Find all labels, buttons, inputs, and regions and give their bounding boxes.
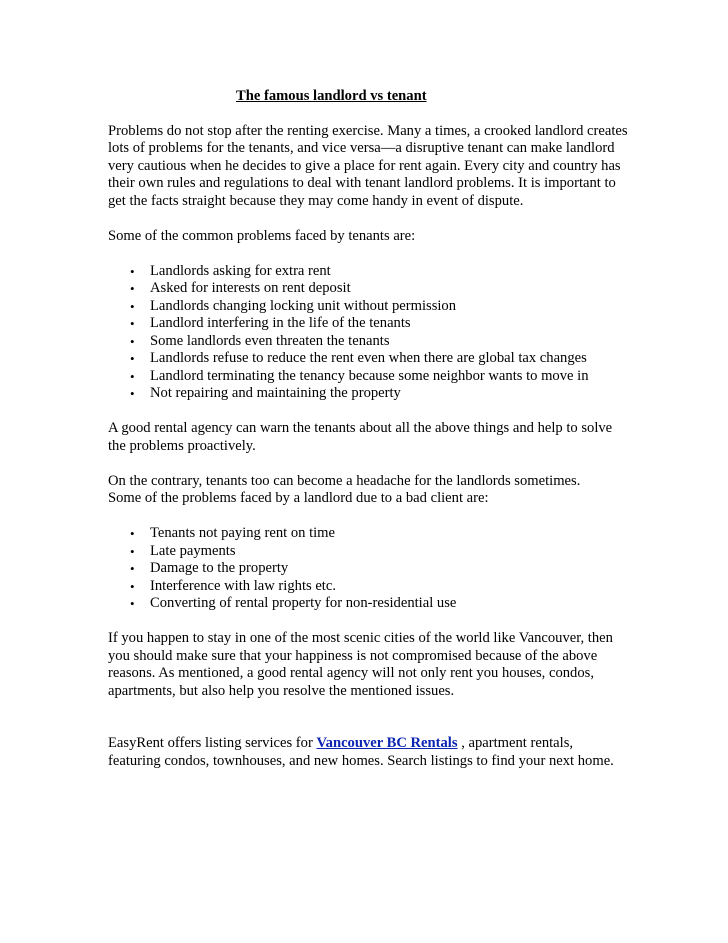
bullet-icon: • (130, 561, 135, 576)
agency-paragraph: A good rental agency can warn the tenants about all the above things and help to solve the problems proactively. (108, 420, 613, 454)
contrary-line-1: On the contrary, tenants too can become a headache for the landlords sometimes. (108, 472, 581, 489)
list-item: • Landlords changing locking unit without permission (130, 297, 457, 314)
list-item: • Asked for interests on rent deposit (130, 280, 351, 296)
list-item: • Landlord interfering in the life of the tenants (130, 315, 411, 331)
bullet-icon: • (130, 263, 135, 279)
list-item: • Not repairing and maintaining the property (130, 385, 401, 401)
bullet-icon: • (130, 578, 135, 594)
list-item: • Tenants not paying rent on time (130, 525, 336, 541)
bullet-icon: • (130, 368, 135, 384)
bullet-icon: • (130, 543, 135, 559)
bullet-icon: • (130, 386, 135, 401)
bullet-icon: • (130, 316, 135, 331)
vancouver-rentals-link[interactable]: Vancouver BC Rentals (316, 735, 458, 751)
intro-paragraph: Problems do not stop after the renting exercise. Many a times, a crooked landlord creates lots of problems for the tenants, and vice versa—a disruptive tenant can make landlord very cautious when he decides to give a place for rent again. Every city and country has their own rules and regulations to deal with tenant landlord problems. It is important to get the facts straight because they may come handy in event of dispute. (108, 122, 628, 209)
list-item: • Converting of rental property for non-residential use (130, 595, 457, 611)
list-item: • Interference with law rights etc. (130, 577, 336, 594)
document-page (108, 87, 628, 770)
bullet-icon: • (130, 298, 135, 314)
bullet-icon: • (130, 281, 135, 296)
bullet-icon: • (130, 333, 135, 349)
landlord-problems-list (108, 525, 628, 613)
contrary-line-2: Some of the problems faced by a landlord due to a bad client are: (108, 490, 489, 506)
list-item: • Some landlords even threaten the tenants (130, 332, 390, 349)
list-item: • Damage to the property (130, 560, 289, 576)
list-item: • Landlords asking for extra rent (130, 262, 331, 279)
tenant-problems-heading: Some of the common problems faced by tenants are: (108, 227, 416, 244)
list-item: • Late payments (130, 542, 236, 559)
vancouver-paragraph: If you happen to stay in one of the most scenic cities of the world like Vancouver, then you should make sure that your happiness is not compromised because of the above reasons. As mentioned, a good rental agency will not only rent you houses, condos, apartments, but also help you resolve the mentioned issues. (108, 630, 613, 699)
list-item: • Landlords refuse to reduce the rent even when there are global tax changes (130, 350, 587, 366)
bullet-icon: • (130, 351, 135, 366)
bullet-icon: • (130, 596, 135, 611)
list-item: • Landlord terminating the tenancy because some neighbor wants to move in (130, 367, 589, 384)
contrary-paragraph (108, 473, 628, 508)
bullet-icon: • (130, 526, 135, 541)
document-title: The famous landlord vs tenant (236, 88, 427, 104)
footer-paragraph: EasyRent offers listing services for Vancouver BC Rentals , apartment rentals, featuring condos, townhouses, and new homes. Search listings to find your next home. (108, 735, 614, 769)
blank-line (108, 700, 628, 718)
tenant-problems-list (108, 263, 628, 403)
